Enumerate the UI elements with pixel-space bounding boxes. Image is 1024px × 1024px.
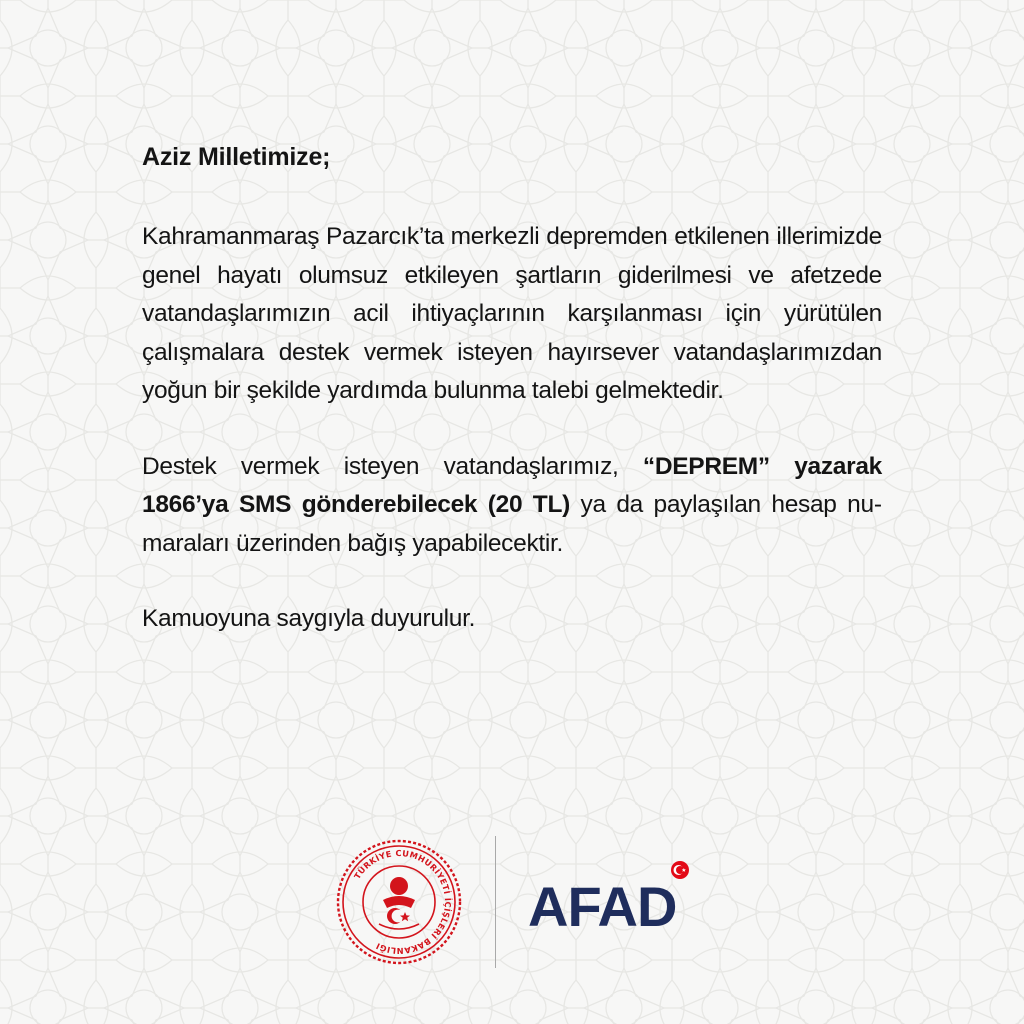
ministry-of-interior-seal-icon — [335, 838, 463, 966]
afad-wordmark: AFAD — [528, 875, 677, 938]
svg-text:TÜRKİYE CUMHURİYETİ İÇİŞLERİ B: TÜRKİYE CUMHURİYETİ İÇİŞLERİ BAKANLIĞI — [351, 847, 454, 957]
announcement-body — [142, 128, 882, 638]
sms-instruction-text: “DEPREM” yazarak 1866’ya SMS gönderebilecek (20 TL) — [142, 452, 883, 518]
donation-rest-text: ya da paylaşılan hesap numaraları üzerinden bağış yapabilecektir. — [142, 491, 882, 557]
paragraph-donation — [142, 448, 882, 564]
logo-divider — [495, 836, 496, 968]
closing-line: Kamuoyuna saygıyla duyurulur. — [142, 605, 476, 632]
greeting-heading: Aziz Milletimize; — [142, 143, 331, 171]
turkish-flag-badge-icon — [671, 861, 689, 879]
afad-logo — [528, 860, 698, 940]
paragraph-situation: Kahramanmaraş Pazarcık’ta merkezli depremden etkilenen illerimizde genel hayatı olumsuz etkileyen şartların giderilmesi ve afetzede vatandaşlarımızın acil ihtiyaçlarının karşılanması için yürütülen çalışmalara destek vermek isteyen hayırsever vatandaşlarımızdan yoğun bir şekilde yardımda bulunma talebi gelmektedir. — [142, 223, 882, 404]
logo-footer — [0, 830, 1024, 970]
donation-intro-text: Destek vermek isteyen vatandaşlarımız, — [142, 452, 643, 480]
